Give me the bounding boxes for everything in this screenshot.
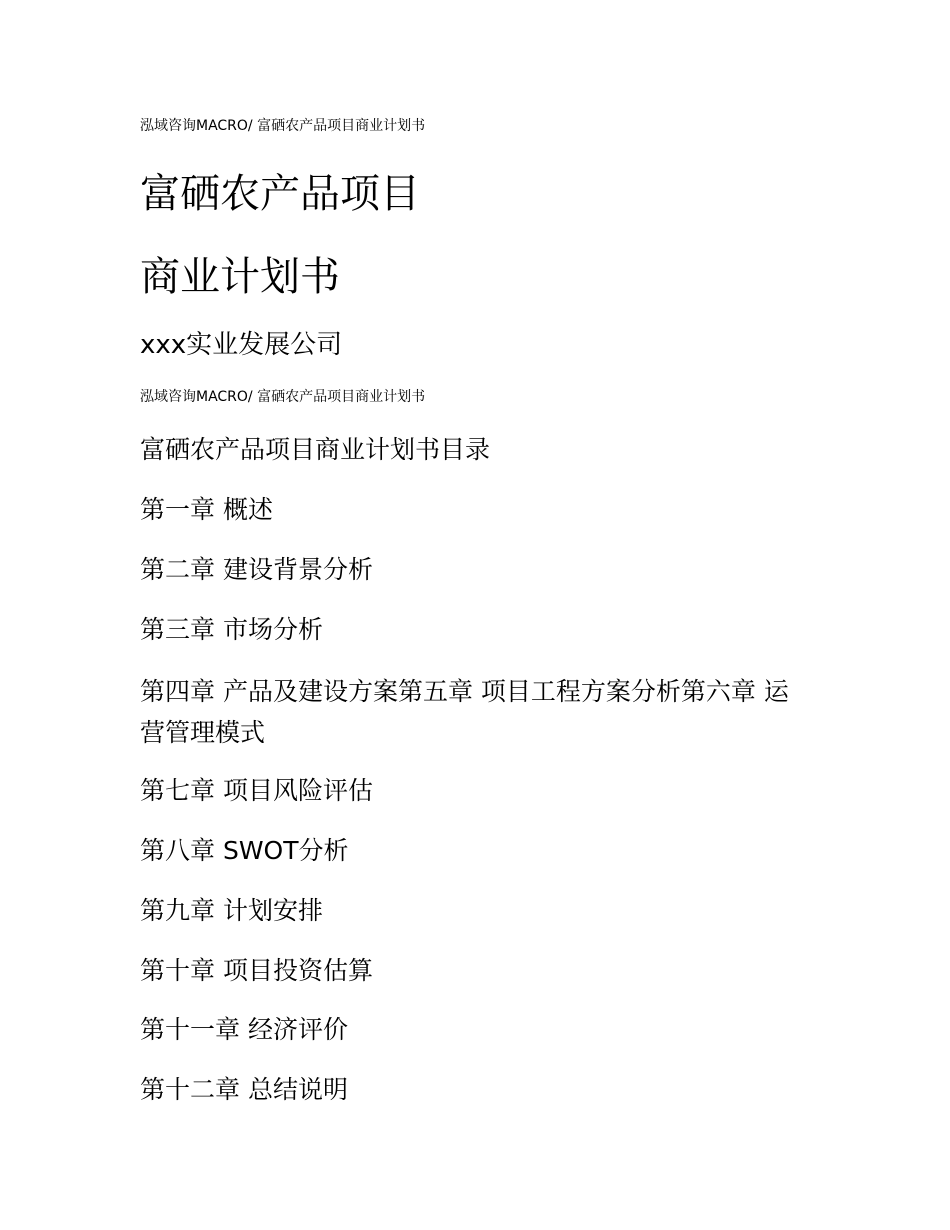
- toc-item: 第一章 概述: [140, 495, 273, 524]
- toc-item: 第七章 项目风险评估: [140, 776, 373, 805]
- running-header-2: 泓域咨询MACRO/ 富硒农产品项目商业计划书: [140, 389, 426, 405]
- toc-title: 富硒农产品项目商业计划书目录: [140, 435, 491, 464]
- document-title-line-1: 富硒农产品项目: [140, 171, 420, 217]
- toc-item: 第十章 项目投资估算: [140, 956, 373, 985]
- toc-item: 第二章 建设背景分析: [140, 555, 373, 584]
- toc-item: 第四章 产品及建设方案第五章 项目工程方案分析第六章 运营管理模式: [140, 677, 789, 747]
- toc-item: 第十二章 总结说明: [140, 1075, 348, 1104]
- running-header: 泓域咨询MACRO/ 富硒农产品项目商业计划书: [140, 118, 426, 134]
- toc-item: 第三章 市场分析: [140, 615, 323, 644]
- toc-item: 第八章 SWOT分析: [140, 836, 349, 865]
- company-name: xxx实业发展公司: [140, 330, 343, 360]
- toc-item: 第九章 计划安排: [140, 896, 323, 925]
- document-title-line-2: 商业计划书: [140, 254, 340, 300]
- toc-item: 第十一章 经济评价: [140, 1015, 348, 1044]
